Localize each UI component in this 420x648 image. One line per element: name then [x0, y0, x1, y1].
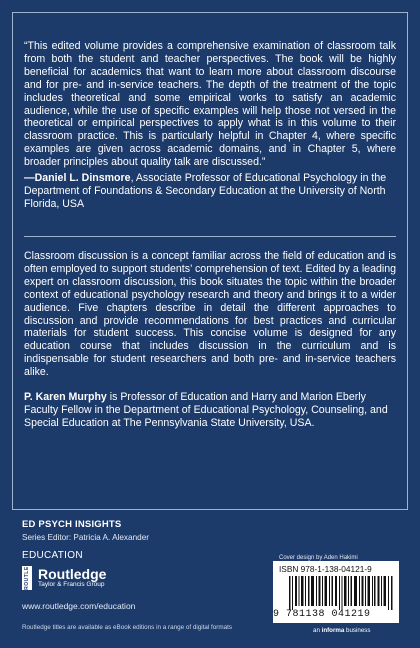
- editor-bio: [24, 391, 396, 430]
- isbn-label: ISBN 978-1-138-04121-9: [279, 564, 372, 574]
- barcode-bars-icon: [289, 576, 393, 610]
- publisher-url: www.routledge.com/education: [22, 601, 136, 611]
- quote-text: “This edited volume provides a comprehensive examination of classroom talk from both the student and teacher perspectives. The book will be highly beneficial for academics that want to learn more about classroom discourse and for pre- and in-service teachers. The depth of the treatment of the topic includes theoretical and some empirical works to satisfy an academic audience, while the use of specific examples will help those not versed in the theoretical or empirical perspectives to apply what is in this volume to their classroom practice. This is particularly helpful in Chapter 4, where specific examples are given across academic domains, and in Chapter 5, where broader principles about quality talk are discussed.”: [24, 40, 396, 169]
- barcode-digits: 9 781138 041219: [273, 609, 371, 620]
- quote-affiliation: , Associate Professor of Educational Psychology in the Department of Foundations & Secondary Education at the University of North Florida, USA: [24, 172, 387, 210]
- editor-name: P. Karen Murphy: [24, 391, 107, 404]
- ebook-note: Routledge titles are available as eBook editions in a range of digital formats: [22, 624, 233, 631]
- informa-credit: [313, 627, 370, 634]
- series-title: ED PSYCH INSIGHTS: [22, 519, 122, 530]
- informa-brand: informa: [321, 627, 345, 634]
- quote-attribution: [24, 172, 396, 211]
- routledge-mark-text: ROUTLEDGE: [24, 554, 30, 590]
- series-editor: Series Editor: Patricia A. Alexander: [22, 533, 149, 542]
- divider: [24, 236, 396, 237]
- cover-design-credit: Cover design by Aden Hakimi: [279, 555, 358, 561]
- barcode: [273, 561, 399, 623]
- subject-category: EDUCATION: [22, 550, 83, 561]
- publisher-name: Routledge: [38, 566, 107, 582]
- publisher-group: Taylor & Francis Group: [38, 581, 105, 588]
- series-info: [22, 519, 149, 542]
- routledge-mark-icon: [22, 554, 32, 590]
- informa-prefix: an: [313, 627, 322, 634]
- description-text: Classroom discussion is a concept familiar across the field of education and is often employed to support students’ comprehension of text. Edited by a leading expert on classroom discussion, this book situates the topic within the broader context of educational psychology research and theory and brings it to a wider audience. Five chapters describe in detail the different approaches to discussion and provide recommendations for best practices and curricular materials for student success. This concise volume is designed for any education course that includes discussion in the curriculum and is indispensable for student researchers and both pre- and in-service teachers alike.: [24, 250, 396, 379]
- informa-suffix: business: [344, 627, 371, 634]
- editor-bio-text: is Professor of Education and Harry and Marion Eberly Faculty Fellow in the Department of Educational Psychology, Counseling, and Special Education at The Pennsylvania State University, USA.: [24, 391, 388, 429]
- book-description: [24, 250, 396, 430]
- endorsement-quote: [24, 40, 396, 211]
- quote-author: —Daniel L. Dinsmore: [24, 172, 131, 185]
